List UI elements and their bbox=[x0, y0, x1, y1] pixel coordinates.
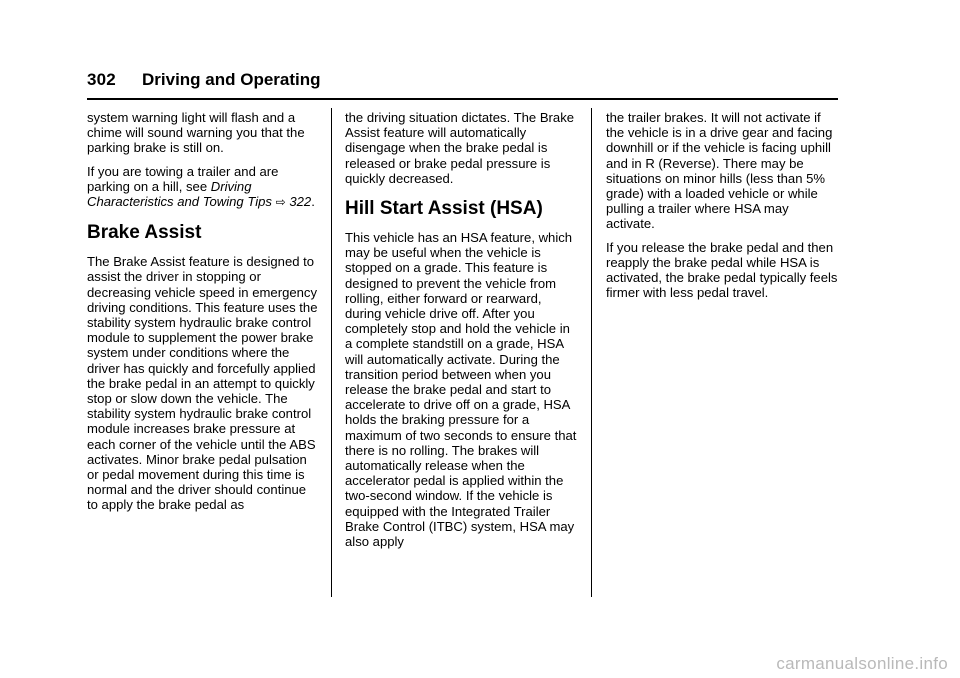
paragraph: system warning light will flash and a chime will sound warning you that the parking brake is still on. bbox=[87, 110, 305, 156]
section-title: Driving and Operating bbox=[142, 70, 321, 89]
header-rule bbox=[87, 98, 838, 100]
period: . bbox=[311, 194, 315, 210]
paragraph: the driving situation dictates. The Brake Assist feature will automatically disengage when the brake pedal is released or brake pedal pressure is quickly decreased. bbox=[345, 110, 575, 186]
paragraph-text: If you are towing a trailer and are parking on a hill, see bbox=[87, 163, 279, 194]
paragraph: the trailer brakes. It will not activate if the vehicle is in a drive gear and facing downhill or if the vehicle is facing uphill and in R (Reverse). There may be situations on minor hills (less than 5% grade) with a loaded vehicle or while pulling a trailer where HSA may activate. bbox=[606, 110, 833, 232]
column-1 bbox=[87, 110, 319, 521]
page-header bbox=[87, 70, 838, 98]
column-3 bbox=[606, 110, 838, 308]
page-arrow-icon: ⇨ bbox=[275, 195, 286, 210]
paragraph: This vehicle has an HSA feature, which may be useful when the vehicle is stopped on a grade. This feature is designed to prevent the vehicle from rolling, either forward or rearward, during vehicle drive off. After you completely stop and hold the vehicle in a complete standstill on a grade, HSA will automatically activate. During the transition period between when you release the brake pedal and start to accelerate to drive off on a grade, HSA holds the braking pressure for a maximum of two seconds to ensure that there is no rolling. The brakes will automatically release when the accelerator pedal is applied within the two-second window. If the vehicle is equipped with the Integrated Trailer Brake Control (ITBC) system, HSA may also apply bbox=[345, 230, 577, 550]
watermark: carmanualsonline.info bbox=[776, 654, 948, 673]
cross-reference-page[interactable]: 322 bbox=[289, 194, 312, 210]
heading-hill-start-assist: Hill Start Assist (HSA) bbox=[345, 198, 543, 220]
column-divider-2 bbox=[591, 108, 592, 597]
paragraph: The Brake Assist feature is designed to assist the driver in stopping or decreasing vehicle speed in emergency driving conditions. This feature uses the stability system hydraulic brake control module to supplement the power brake system under conditions where the driver has quickly and forcefully applied the brake pedal in an attempt to quickly stop or slow down the vehicle. The stability system hydraulic brake control module increases brake pressure at each corner of the vehicle until the ABS activates. Minor brake pedal pulsation or pedal movement during this time is normal and the driver should continue to apply the brake pedal as bbox=[87, 254, 318, 513]
column-2 bbox=[345, 110, 577, 557]
paragraph: If you release the brake pedal and then reapply the brake pedal while HSA is activated, the brake pedal typically feels firmer with less pedal travel. bbox=[606, 239, 838, 301]
heading-brake-assist: Brake Assist bbox=[87, 222, 202, 244]
page-number: 302 bbox=[87, 70, 116, 89]
cross-reference-link[interactable]: Driving Characteristics and Towing Tips bbox=[87, 178, 272, 210]
paragraph bbox=[87, 164, 319, 211]
column-divider-1 bbox=[331, 108, 332, 597]
